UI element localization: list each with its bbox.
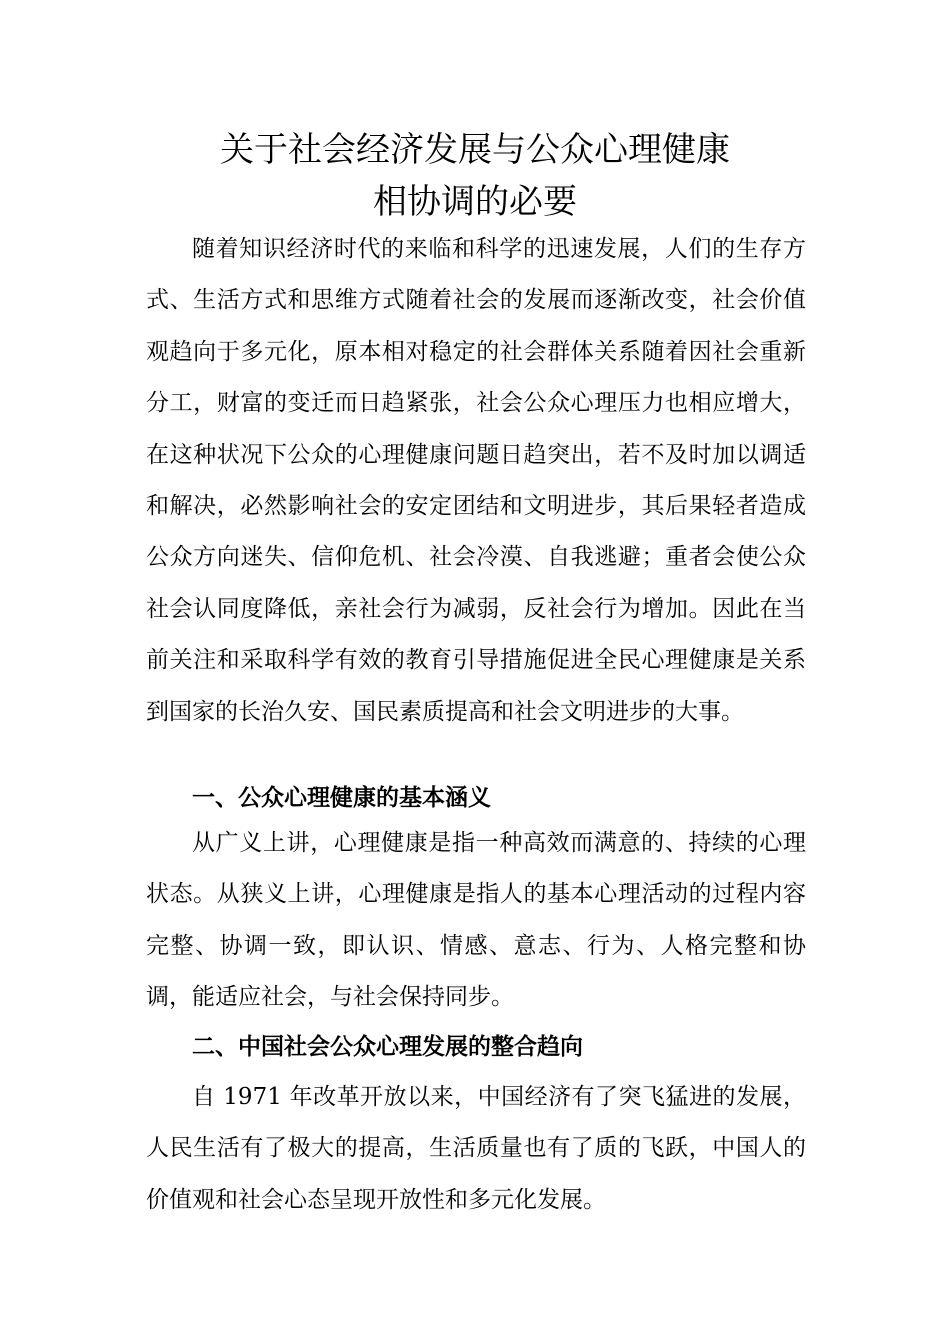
section-heading-1: 一、公众心理健康的基本涵义: [192, 785, 491, 811]
document-title-line-2: 相协调的必要: [373, 182, 577, 222]
document-title-line-1: 关于社会经济发展与公众心理健康: [220, 130, 730, 170]
section-heading-2: 二、中国社会公众心理发展的整合趋向: [192, 1034, 583, 1060]
section-2-paragraph: 自 1971 年改革开放以来，中国经济有了突飞猛进的发展，人民生活有了极大的提高，生活质量也有了质的飞跃，中国人的价值观和社会心态呈现开放性和多元化发展。: [146, 1084, 806, 1213]
section-1-paragraph: 从广义上讲，心理健康是指一种高效而满意的、持续的心理状态。从狭义上讲，心理健康是指人的基本心理活动的过程内容完整、协调一致，即认识、情感、意志、行为、人格完整和协调，能适应社会，与社会保持同步。: [146, 830, 806, 1011]
intro-paragraph: 随着知识经济时代的来临和科学的迅速发展，人们的生存方式、生活方式和思维方式随着社会的发展而逐渐改变，社会价值观趋向于多元化，原本相对稳定的社会群体关系随着因社会重新分工，财富的变迁而日趋紧张，社会公众心理压力也相应增大，在这种状况下公众的心理健康问题日趋突出，若不及时加以调适和解决，必然影响社会的安定团结和文明进步，其后果轻者造成公众方向迷失、信仰危机、社会冷漠、自我逃避；重者会使公众社会认同度降低，亲社会行为减弱，反社会行为增加。因此在当前关注和采取科学有效的教育引导措施促进全民心理健康是关系到国家的长治久安、国民素质提高和社会文明进步的大事。: [146, 236, 806, 725]
